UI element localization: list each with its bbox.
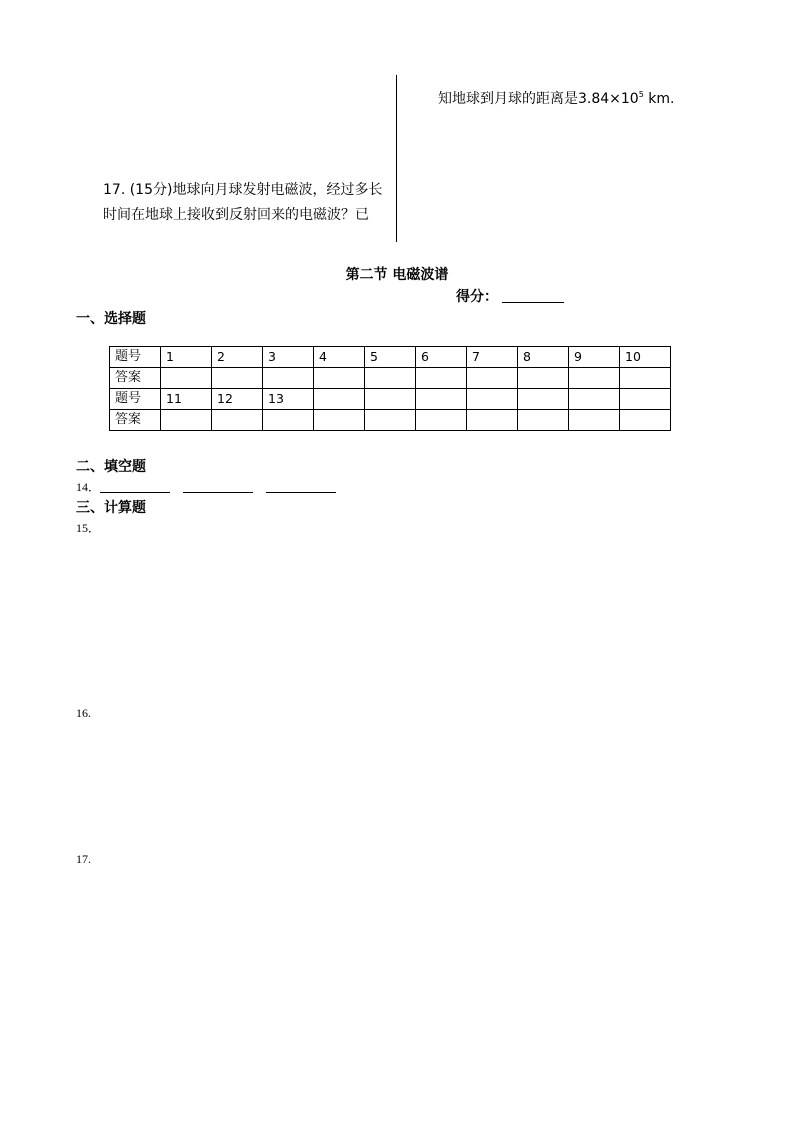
question-17-text: 17. (15分)地球向月球发射电磁波，经过多长时间在地球上接收到反射回来的电磁波？已 — [103, 182, 383, 223]
distance-exponent: 5 — [638, 90, 644, 99]
score-label: 得分： — [456, 289, 498, 305]
score-field — [456, 286, 564, 306]
answer-cell[interactable] — [365, 368, 416, 389]
table-cell: 5 — [365, 347, 416, 368]
distance-suffix: km. — [643, 91, 675, 107]
table-cell: 4 — [314, 347, 365, 368]
table-cell: 9 — [569, 347, 620, 368]
answer-cell[interactable] — [569, 368, 620, 389]
answer-cell[interactable] — [416, 410, 467, 431]
table-row — [110, 389, 671, 410]
table-cell: 6 — [416, 347, 467, 368]
table-cell — [569, 389, 620, 410]
row-label: 答案 — [110, 368, 161, 389]
score-blank[interactable] — [502, 287, 564, 303]
answer-cell[interactable] — [467, 410, 518, 431]
answer-cell[interactable] — [569, 410, 620, 431]
answer-cell[interactable] — [212, 410, 263, 431]
answer-cell[interactable] — [620, 410, 671, 431]
part1-heading: 一、选择题 — [76, 311, 146, 327]
row-label: 题号 — [110, 389, 161, 410]
table-cell — [365, 389, 416, 410]
table-row — [110, 410, 671, 431]
fill-blank[interactable] — [183, 480, 253, 493]
answer-cell[interactable] — [161, 410, 212, 431]
distance-statement — [438, 88, 674, 108]
question-14-number: 14． — [76, 480, 101, 494]
answer-cell[interactable] — [263, 368, 314, 389]
answer-cell[interactable] — [620, 368, 671, 389]
table-cell: 13 — [263, 389, 314, 410]
table-cell: 2 — [212, 347, 263, 368]
table-row — [110, 347, 671, 368]
answer-cell[interactable] — [212, 368, 263, 389]
table-cell: 11 — [161, 389, 212, 410]
table-cell — [416, 389, 467, 410]
table-cell — [620, 389, 671, 410]
answer-cell[interactable] — [365, 410, 416, 431]
answer-cell[interactable] — [518, 410, 569, 431]
answer-cell[interactable] — [314, 410, 365, 431]
answer-cell[interactable] — [161, 368, 212, 389]
answer-cell[interactable] — [518, 368, 569, 389]
table-cell: 7 — [467, 347, 518, 368]
table-cell: 12 — [212, 389, 263, 410]
distance-prefix: 知地球到月球的距离是3.84×10 — [438, 91, 639, 107]
part2-heading: 二、填空题 — [76, 459, 146, 475]
fill-blank[interactable] — [100, 480, 170, 493]
answer-cell[interactable] — [416, 368, 467, 389]
answer-cell[interactable] — [467, 368, 518, 389]
table-cell: 8 — [518, 347, 569, 368]
table-cell — [467, 389, 518, 410]
question-17-number: 17. — [76, 852, 91, 866]
question-16-number: 16. — [76, 706, 91, 720]
table-cell — [314, 389, 365, 410]
fill-blank[interactable] — [266, 480, 336, 493]
part3-heading: 三、计算题 — [76, 500, 146, 516]
answer-cell[interactable] — [314, 368, 365, 389]
table-cell: 10 — [620, 347, 671, 368]
answer-table — [109, 346, 671, 431]
section-title: 第二节 电磁波谱 — [345, 267, 449, 283]
table-cell — [518, 389, 569, 410]
column-divider — [396, 75, 397, 242]
row-label: 答案 — [110, 410, 161, 431]
row-label: 题号 — [110, 347, 161, 368]
table-cell: 3 — [263, 347, 314, 368]
answer-cell[interactable] — [263, 410, 314, 431]
question-15-number: 15． — [76, 521, 101, 535]
table-row — [110, 368, 671, 389]
question-14-line — [76, 478, 349, 495]
table-cell: 1 — [161, 347, 212, 368]
